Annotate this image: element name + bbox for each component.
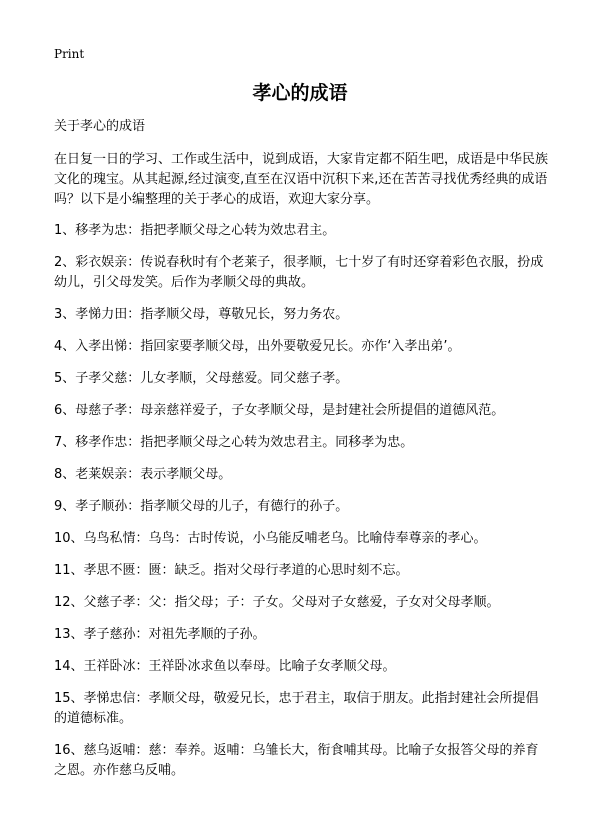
idiom-item: 5、子孝父慈：儿女孝顺，父母慈爱。同父慈子孝。 — [54, 371, 349, 386]
intro-paragraph: 在日复一日的学习、工作或生活中，说到成语，大家肯定都不陌生吧，成语是中华民族文化的瑰宝。从其起源,经过演变,直至在汉语中沉积下来,还在苦苦寻找优秀经典的成语吗？以下是小编整理的关于孝心的成语，欢迎大家分享。 — [54, 152, 549, 207]
idiom-item: 2、彩衣娱亲：传说春秋时有个老莱子，很孝顺，七十岁了有时还穿着彩色衣服，扮成幼儿，引父母发笑。后作为孝顺父母的典故。 — [54, 255, 544, 290]
idiom-item: 15、孝悌忠信：孝顺父母，敬爱兄长，忠于君主，取信于朋友。此指封建社会所提倡的道德标准。 — [54, 691, 539, 726]
idiom-item: 9、孝子顺孙：指孝顺父母的儿子，有德行的孙子。 — [54, 499, 349, 514]
idiom-item: 16、慈乌返哺：慈：奉养。返哺：乌雏长大，衔食哺其母。比喻子女报答父母的养育之恩。亦作慈乌反哺。 — [54, 743, 539, 778]
idiom-item: 12、父慈子孝：父：指父母；子：子女。父母对子女慈爱，子女对父母孝顺。 — [54, 595, 500, 610]
idiom-item: 6、母慈子孝：母亲慈祥爱子，子女孝顺父母，是封建社会所提倡的道德风范。 — [54, 403, 505, 418]
document-body — [54, 150, 550, 793]
idiom-item: 4、入孝出悌：指回家要孝顺父母，出外要敬爱兄长。亦作‘入孝出弟’。 — [54, 339, 461, 354]
document-subtitle: 关于孝心的成语 — [54, 119, 146, 134]
document-title: 孝心的成语 — [252, 82, 348, 104]
idiom-item: 3、孝悌力田：指孝顺父母，尊敬兄长，努力务农。 — [54, 307, 349, 322]
idiom-item: 14、王祥卧冰：王祥卧冰求鱼以奉母。比喻子女孝顺父母。 — [54, 659, 396, 674]
idiom-item: 11、孝思不匮：匮：缺乏。指对父母行孝道的心思时刻不忘。 — [54, 563, 409, 578]
idiom-item: 1、移孝为忠：指把孝顺父母之心转为效忠君主。 — [54, 223, 336, 238]
idiom-item: 10、乌鸟私情：乌鸟：古时传说，小乌能反哺老乌。比喻侍奉尊亲的孝心。 — [54, 531, 487, 546]
print-label: Print — [54, 47, 85, 61]
idiom-item: 8、老莱娱亲：表示孝顺父母。 — [54, 467, 232, 482]
idiom-item: 13、孝子慈孙：对祖先孝顺的子孙。 — [54, 627, 266, 642]
idiom-item: 7、移孝作忠：指把孝顺父母之心转为效忠君主。同移孝为忠。 — [54, 435, 414, 450]
